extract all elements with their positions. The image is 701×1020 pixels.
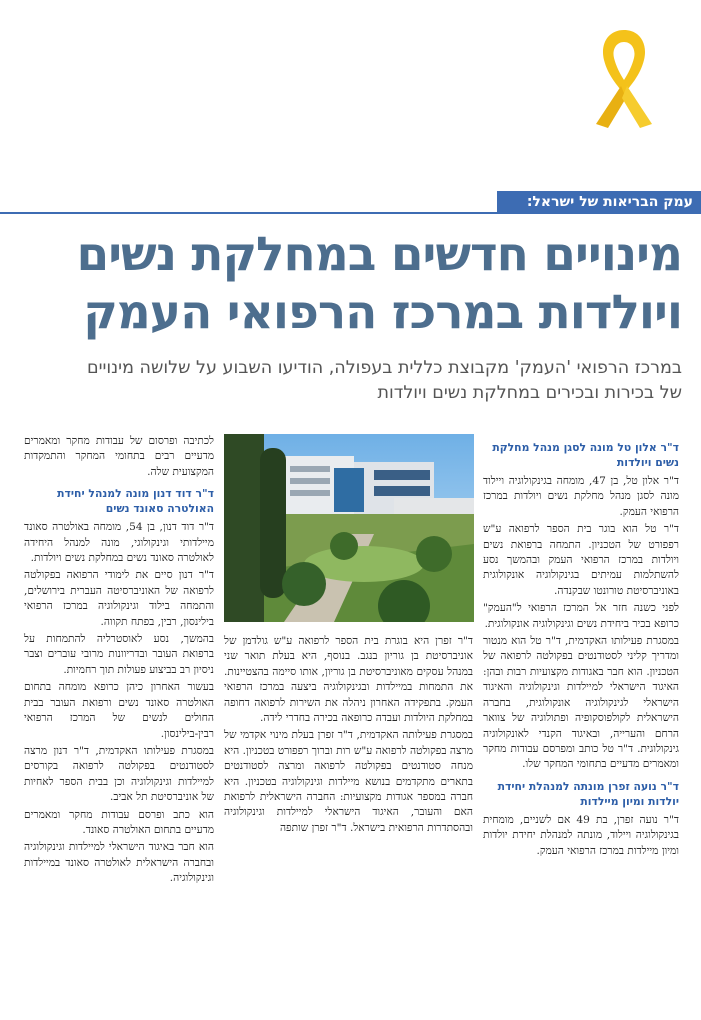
paragraph: ד"ר נועה זפרן, בת 49 אם לשניים, מומחית בגינקולוגיה ויילוד, מונתה למנהלת יחידת יולדות ומיון מיילדות במרכז הרפואי העמק.: [483, 813, 679, 857]
hospital-building-icon: [224, 434, 474, 622]
subheading-noa-zafran: ד"ר נועה זפרן מונתה למנהלת יחידת יולדות ומיון מיילדות: [497, 779, 679, 808]
paragraph: במסגרת פעילותו האקדמית, ד"ר טל הוא מנטור ומדריך קליני לסטודנטים בפקולטה לרפואה של הטכניון. הוא חבר באגודות מקצועיות רבות ובהן: האיגוד הישראלי למיילדות וגינקולוגיה והאיגוד הישראלי לגינקולוגיה אונקולוגית, בחברה הישראלית לקולפוסקופיה ופתולוגיה של צוואר הרחם והערייה, ובאיגוד הקנדי לאונקולוגיה גינקולוגית. ד"ר טל כותב ומפרסם עבודות מחקר ומאמרים מדעיים בתחומי המחקר שלו.: [483, 635, 679, 771]
subheading-david-danon: ד"ר דוד דנון מונה למנהל יחידת האולטרה סאונד נשים: [57, 487, 214, 516]
article-column-middle: [224, 634, 473, 838]
headline-line-2: ויולדות במרכז הרפואי העמק: [83, 285, 682, 340]
article-subhead: [20, 356, 682, 406]
yellow-ribbon-icon: [588, 24, 660, 132]
section-kicker: עמק הבריאות של ישראל:: [497, 191, 701, 213]
paragraph: בעשור האחרון כיהן כרופא מומחה בתחום האולטרה סאונד נשים ורפואת העובר בבית החולים לנשים של המרכז הרפואי רבין-בילינסון.: [24, 681, 214, 740]
paragraph: לפני כשנה חזר אל המרכז הרפואי ל"העמק" כרופא בכיר ביחידת נשים וגינקולוגיה אונקולוגית.: [483, 602, 679, 630]
paragraph: הוא כתב ופרסם עבודות מחקר ומאמרים מדעיים בתחום האולטרה סאונד.: [24, 808, 214, 836]
paragraph: ד"ר זפרן היא בוגרת בית הספר לרפואה ע"ש גולדמן של אוניברסיטת בן גוריון בנגב. בנוסף, היא בעלת תואר שני במנהל עסקים מאוניברסיטת בן גוריון, אותו סיימה בהצטיינות. את התמחות במיילדות ובגינקולוגיה ביצעה במרכז הרפואי העמק. בתפקידה האחרון ניהלה את השירות לרפואה דחופה במחלקת היולדות ועבדה כרופאה בכירה בחדרי לידה.: [224, 635, 473, 725]
paragraph: במסגרת פעילותו האקדמית, ד"ר דנון מרצה לסטודנטים בפקולטה לרפואה בקורסים למיילדות וגינקולוגיה וכן בבית הספר לאחיות של אוניברסיטת תל אביב.: [24, 744, 214, 804]
paragraph: ד"ר אלון טל, בן 47, מומחה בגינקולוגיה ויילוד מונה לסגן מנהל מחלקת נשים ויולדות במרכז הרפואי העמק.: [483, 475, 679, 518]
paragraph: לכתיבה ופרסום של עבודות מחקר ומאמרים מדעיים רבים בתחומי המחקר והתמקדות המקצועית שלה.: [24, 435, 214, 478]
article-column-right: [483, 434, 679, 861]
article-headline: [20, 226, 682, 342]
subheading-alon-tal: ד"ר אלון טל מונה לסגן מנהל מחלקת נשים ויולדות: [492, 441, 679, 469]
paragraph: במסגרת פעילותה האקדמית, ד"ר זפרן בעלת מינוי אקדמי של מרצה בפקולטה לרפואה ע"ש רות וברוך רפפורט בטכניון. היא מנחה סטודנטים בפקולטה לרפואה ומרצה לסטודנטים בתארים מתקדמים בנושא מיילדות וגינקולוגיה בטכניון. היא חברה במספר אגודות מקצועיות: החברה הישראלית לרפואת האם והעובר, האיגוד הישראלי למיילדות וגינקולוגיה ובהסתדרות הרפואית בישראל. ד"ר זפרן שותפה: [224, 729, 473, 834]
subhead-line-1: במרכז הרפואי 'העמק' מקבוצת כללית בעפולה, הודיעו השבוע על שלושה מינויים: [86, 358, 682, 378]
kicker-divider: [0, 212, 701, 214]
hospital-campus-photo: [224, 434, 474, 622]
article-column-left: [24, 434, 214, 889]
paragraph: ד"ר טל הוא בוגר בית הספר לרפואה ע"ש רפפורט של הטכניון. התמחה ברפואת נשים ויולדות במרכז הרפואי העמק ובהמשך נסע להשתלמות עמיתים בגינקולוגיה אונקולוגית באוניברסיטת טורונטו שבקנדה.: [483, 523, 679, 597]
subhead-line-2: של בכירות ובכירים במחלקת נשים ויולדות: [377, 383, 682, 403]
paragraph: ד"ר דנון סיים את לימודי הרפואה בפקולטה לרפואה של האוניברסיטה העברית בירושלים, והתמחה בילוד וגינקולוגיה במרכז הרפואי בילינסון, רבין, בפתח תקווה.: [24, 569, 214, 628]
paragraph: ד"ר דוד דנון, בן 54, מומחה באולטרה סאונד מיילדותי וגינקולוגי, מונה למנהל היחידה לאולטרה סאונד נשים במחלקת נשים ויולדות.: [24, 521, 215, 565]
headline-line-1: מינויים חדשים במחלקת נשים: [76, 227, 682, 282]
paragraph: בהמשך, נסע לאוסטרליה להתמחות על ברפואת העובר ובדריוונות מרובי עוברים וצבר ניסיון רב בביצוע פעולות תוך רחמיות.: [24, 633, 214, 676]
paragraph: הוא חבר באיגוד הישראלי למיילדות וגינקולוגיה ובחברה הישראלית לאולטרה סאונד במיילדות וגינקולוגיה.: [24, 841, 214, 885]
